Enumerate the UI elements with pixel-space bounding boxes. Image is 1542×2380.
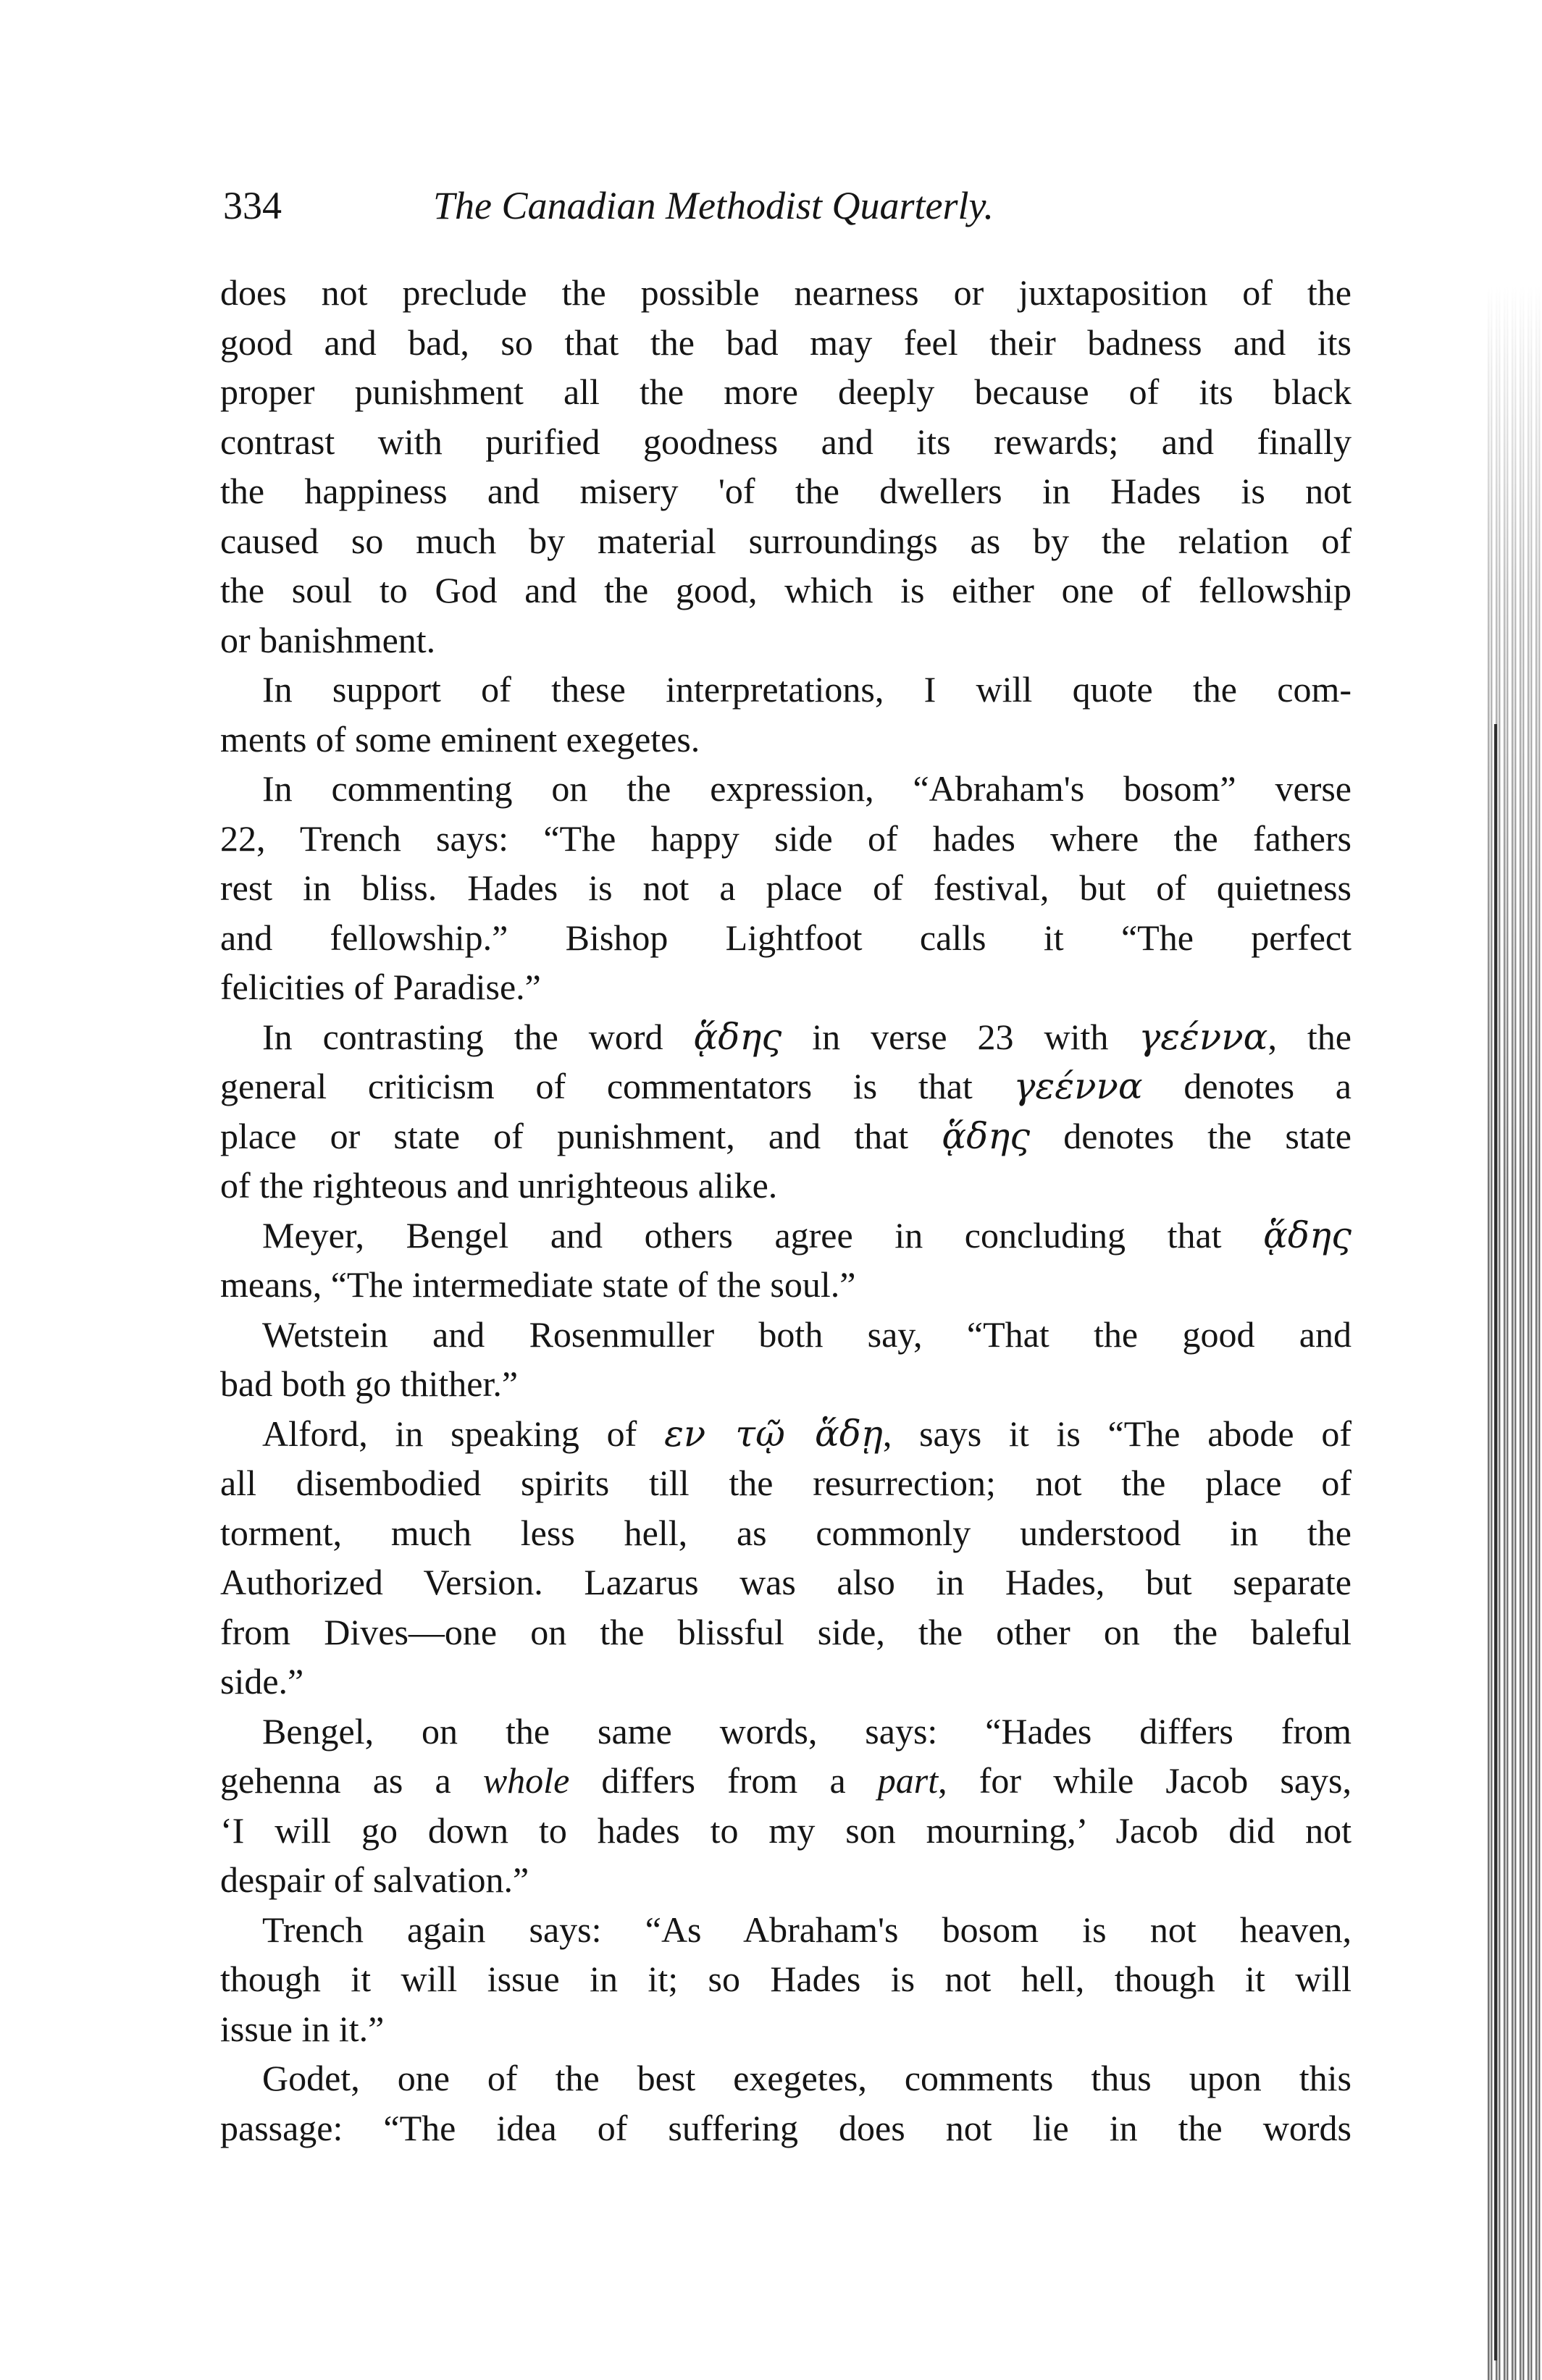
text-line: all disembodied spirits till the resurrection; not the place of — [220, 1463, 1352, 1503]
paragraph — [220, 1707, 1352, 1905]
text-line — [220, 1409, 1352, 1459]
text-line: rest in bliss. Hades is not a place of festival, but of quietness — [220, 867, 1352, 908]
paragraph — [220, 1310, 1352, 1409]
greek-phrase: εν τῷ ἅδῃ — [664, 1412, 883, 1455]
text-segment: Meyer, Bengel and others agree in concluding that — [262, 1214, 1264, 1256]
text-segment: place or state of punishment, and that — [220, 1115, 942, 1156]
text-segment: , says it is “The abode of — [882, 1413, 1352, 1454]
text-line: and fellowship.” Bishop Lightfoot calls it “The perfect — [220, 917, 1352, 958]
text-line: In support of these interpretations, I will quote the com- — [262, 669, 1352, 710]
text-segment: In contrasting the word — [262, 1016, 694, 1057]
paragraph — [220, 1409, 1352, 1707]
text-line: the happiness and misery 'of the dwellers in Hades is not — [220, 471, 1352, 511]
journal-title: The Canadian Methodist Quarterly. — [433, 184, 994, 227]
paragraph — [220, 268, 1352, 665]
text-line: side.” — [220, 1661, 304, 1702]
text-segment: Alford, in speaking of — [262, 1413, 665, 1454]
text-line: 22, Trench says: “The happy side of hades where the fathers — [220, 817, 1352, 859]
scanned-edge-fade — [1485, 0, 1542, 2380]
text-line: good and bad, so that the bad may feel their badness and its — [220, 321, 1352, 363]
text-line — [220, 1211, 1352, 1261]
text-line: Godet, one of the best exegetes, comments thus upon this — [262, 2058, 1352, 2098]
page-number: 334 — [223, 184, 282, 227]
text-segment: denotes the state — [1030, 1115, 1352, 1156]
text-segment: denotes a — [1142, 1066, 1352, 1106]
greek-word: ᾅδης — [942, 1114, 1031, 1157]
text-line: passage: “The idea of suffering does not lie in the words — [220, 2107, 1352, 2148]
text-line: Wetstein and Rosenmuller both say, “That the good and — [262, 1313, 1352, 1355]
text-line: bad both go thither.” — [220, 1363, 519, 1404]
text-segment: , the — [1267, 1016, 1352, 1057]
text-line: ments of some eminent exegetes. — [220, 718, 700, 760]
text-segment: , for while Jacob says, — [938, 1760, 1352, 1801]
paragraph — [220, 2053, 1352, 2153]
emphasis: part — [877, 1760, 939, 1801]
text-line: Trench again says: “As Abraham's bosom is not heaven, — [262, 1909, 1352, 1950]
body-text — [220, 268, 1352, 2153]
greek-word: ᾅδης — [1263, 1214, 1352, 1256]
text-segment: general criticism of commentators is that — [220, 1066, 1014, 1106]
text-line: In commenting on the expression, “Abraham's bosom” verse — [262, 768, 1352, 809]
paragraph — [220, 764, 1352, 1012]
paragraph — [220, 1211, 1352, 1310]
emphasis: whole — [482, 1760, 570, 1801]
text-line — [220, 1061, 1352, 1111]
text-segment: differs from a — [569, 1760, 878, 1801]
text-segment: in verse 23 with — [782, 1016, 1139, 1057]
text-line: ‘I will go down to hades to my son mourning,’ Jacob did not — [220, 1809, 1352, 1851]
scanned-edge-line — [1494, 724, 1497, 2360]
text-line: though it will issue in it; so Hades is not hell, though it will — [220, 1959, 1352, 1999]
text-line: issue in it.” — [220, 2008, 385, 2049]
text-line: of the righteous and unrighteous alike. — [220, 1165, 778, 1206]
text-line: the soul to God and the good, which is either one of fellowship — [220, 570, 1352, 610]
text-line: contrast with purified goodness and its rewards; and finally — [220, 421, 1352, 462]
text-line — [220, 1012, 1352, 1062]
running-header — [223, 177, 1165, 235]
text-line: means, “The intermediate state of the soul.” — [220, 1264, 856, 1305]
text-segment: gehenna as a — [220, 1760, 483, 1801]
greek-word: ᾅδης — [693, 1015, 782, 1058]
text-line: despair of salvation.” — [220, 1859, 529, 1900]
text-line — [220, 1756, 1352, 1806]
text-line: torment, much less hell, as commonly understood in the — [220, 1512, 1352, 1553]
paragraph — [220, 1012, 1352, 1211]
text-line: caused so much by material surroundings as by the relation of — [220, 520, 1352, 561]
greek-word: γεέννα — [1139, 1015, 1268, 1058]
text-line — [220, 1111, 1352, 1161]
paragraph — [220, 665, 1352, 764]
text-line: proper punishment all the more deeply because of its black — [220, 371, 1352, 412]
greek-word: γεέννα — [1013, 1065, 1143, 1107]
text-line: or banishment. — [220, 619, 436, 660]
text-line: Authorized Version. Lazarus was also in Hades, but separate — [220, 1562, 1352, 1602]
text-line: felicities of Paradise.” — [220, 967, 541, 1007]
text-line: does not preclude the possible nearness or juxtaposition of the — [220, 272, 1352, 313]
text-line: from Dives—one on the blissful side, the other on the baleful — [220, 1611, 1352, 1652]
text-line: Bengel, on the same words, says: “Hades differs from — [262, 1710, 1352, 1752]
paragraph — [220, 1905, 1352, 2054]
